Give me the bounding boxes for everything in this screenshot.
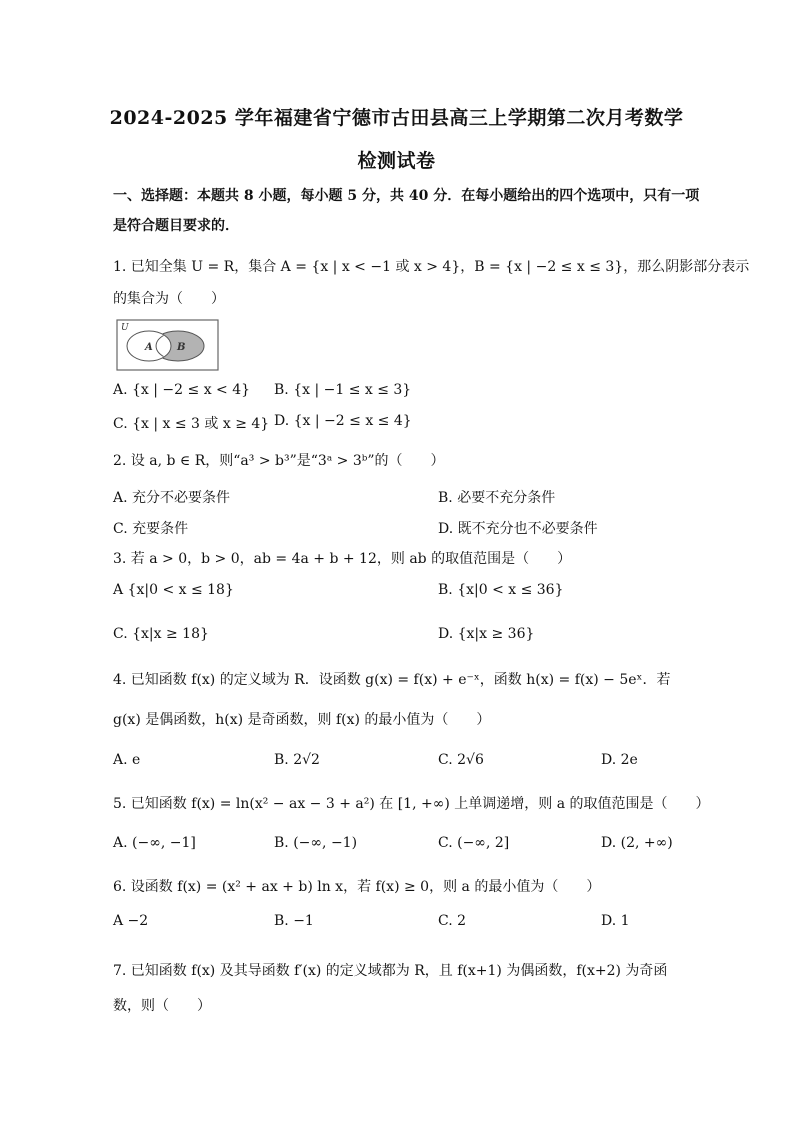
section-heading-line2: 是符合题目要求的． [113,218,239,234]
venn-universe-label: U [121,323,129,333]
q6-option-d[interactable]: D. 1 [601,913,630,929]
q5-option-a[interactable]: A. (−∞, −1] [113,835,196,851]
q6-option-a[interactable]: A −2 [113,913,149,929]
q4-option-d[interactable]: D. 2e [601,752,638,768]
q7-stem-line1: 7. 已知函数 f(x) 及其导函数 f′(x) 的定义域都为 R，且 f(x+1) 为偶函数，f(x+2) 为奇函 [113,963,668,979]
q3-option-b[interactable]: B. {x|0 < x ≤ 36} [438,582,564,598]
q2-stem-line1: 2. 设 a, b ∈ R，则“a³ > b³”是“3ᵃ > 3ᵇ”的（ ） [113,453,445,469]
q6-stem-line1: 6. 设函数 f(x) = (x² + ax + b) ln x，若 f(x) ≥ 0，则 a 的最小值为（ ） [113,879,601,895]
section-heading-line1: 一、选择题：本题共 8 小题，每小题 5 分，共 40 分．在每小题给出的四个选项中，只有一项 [113,188,700,204]
q6-option-c[interactable]: C. 2 [438,913,467,929]
venn-set-a-label: A [145,342,153,353]
q3-option-a[interactable]: A {x|0 < x ≤ 18} [113,582,234,598]
q5-option-d[interactable]: D. (2, +∞) [601,835,673,851]
venn-diagram [116,319,219,371]
q2-option-c[interactable]: C. 充要条件 [113,521,189,537]
q4-option-c[interactable]: C. 2√6 [438,752,484,768]
q1-stem-line2: 的集合为（ ） [113,291,225,307]
venn-set-b-label: B [177,342,186,353]
q5-option-c[interactable]: C. (−∞, 2] [438,835,510,851]
q1-option-a[interactable]: A. {x | −2 ≤ x < 4} [113,382,251,398]
q5-stem-line1: 5. 已知函数 f(x) = ln(x² − ax − 3 + a²) 在 [1, +∞) 上单调递增，则 a 的取值范围是（ ） [113,796,710,812]
q1-option-c[interactable]: C. {x | x ≤ 3 或 x ≥ 4} [113,416,270,432]
q1-stem-line1: 1. 已知全集 U = R，集合 A = {x | x < −1 或 x > 4}，B = {x | −2 ≤ x ≤ 3}，那么阴影部分表示 [113,259,750,275]
q3-option-c[interactable]: C. {x|x ≥ 18} [113,626,209,642]
q2-option-d[interactable]: D. 既不充分也不必要条件 [438,521,598,537]
q1-option-b[interactable]: B. {x | −1 ≤ x ≤ 3} [274,382,412,398]
exam-title-line2: 检测试卷 [357,150,436,172]
q6-option-b[interactable]: B. −1 [274,913,314,929]
q4-option-a[interactable]: A. e [113,752,141,768]
q4-stem-line2: g(x) 是偶函数，h(x) 是奇函数，则 f(x) 的最小值为（ ） [113,712,491,728]
q2-option-a[interactable]: A. 充分不必要条件 [113,490,231,506]
q3-option-d[interactable]: D. {x|x ≥ 36} [438,626,535,642]
q3-stem-line1: 3. 若 a > 0，b > 0，ab = 4a + b + 12，则 ab 的取值范围是（ ） [113,551,572,567]
q7-stem-line2: 数，则（ ） [113,998,211,1014]
q1-option-d[interactable]: D. {x | −2 ≤ x ≤ 4} [274,413,412,429]
q4-stem-line1: 4. 已知函数 f(x) 的定义域为 R．设函数 g(x) = f(x) + e⁻ˣ，函数 h(x) = f(x) − 5eˣ．若 [113,672,671,688]
q2-option-b[interactable]: B. 必要不充分条件 [438,490,556,506]
q4-option-b[interactable]: B. 2√2 [274,752,320,768]
exam-title-line1: 2024-2025 学年福建省宁德市古田县高三上学期第二次月考数学 [109,107,684,129]
q5-option-b[interactable]: B. (−∞, −1) [274,835,358,851]
